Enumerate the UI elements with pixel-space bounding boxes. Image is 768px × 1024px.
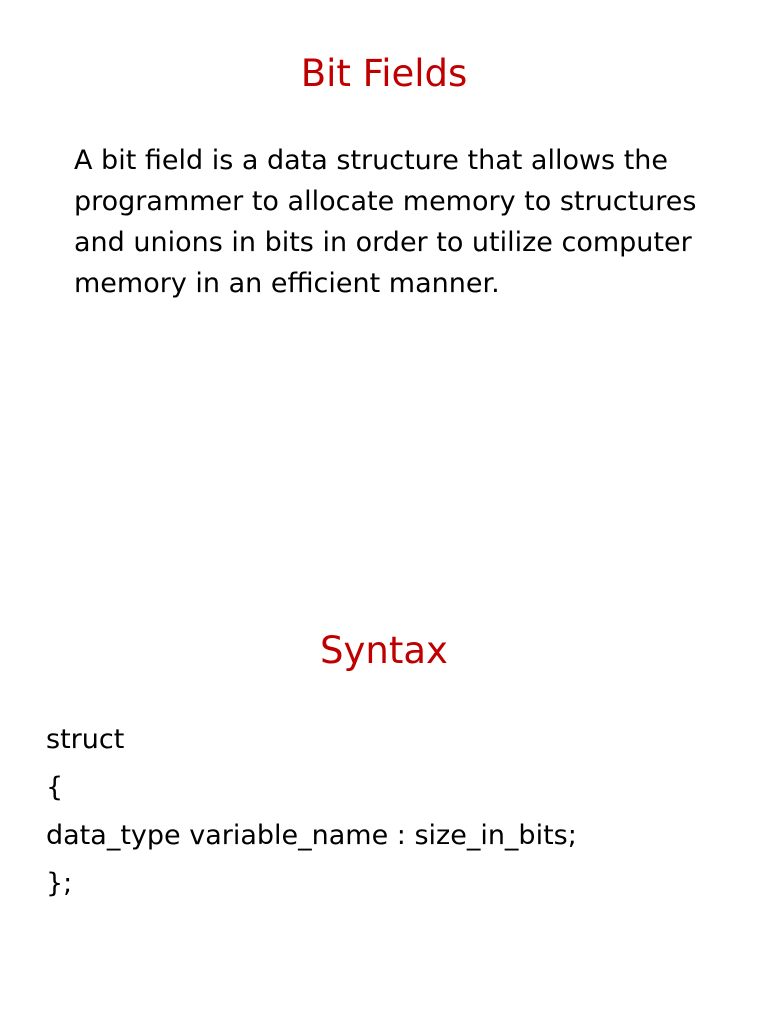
code-line: { bbox=[46, 772, 64, 803]
code-line: struct bbox=[46, 724, 125, 755]
definition-paragraph: A bit field is a data structure that allows the programmer to allocate memory to structures and unions in bits in order to utilize computer memory in an efficient manner. bbox=[74, 145, 697, 299]
code-line: data_type variable_name : size_in_bits; bbox=[46, 820, 577, 851]
slide-syntax bbox=[0, 580, 768, 1024]
slide-title: Bit Fields bbox=[300, 52, 468, 95]
syntax-code-block bbox=[46, 716, 726, 908]
slide-title: Syntax bbox=[320, 629, 448, 672]
code-line: }; bbox=[46, 868, 73, 899]
